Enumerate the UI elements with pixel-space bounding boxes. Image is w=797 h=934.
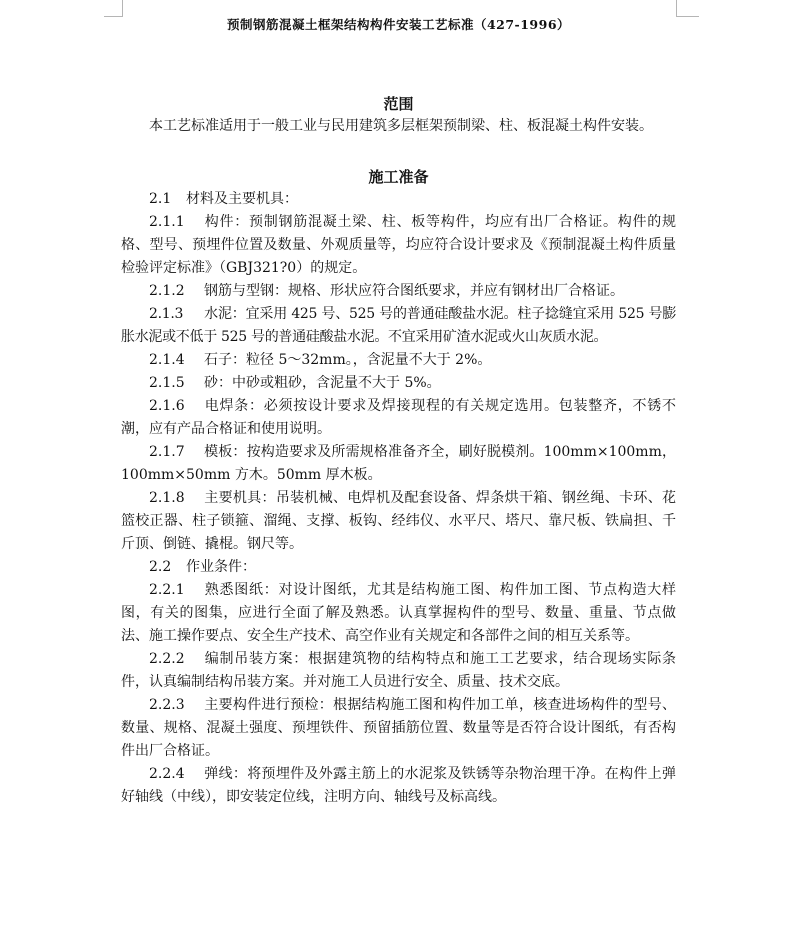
clause-number: 2.2.2 bbox=[149, 651, 185, 667]
paragraph-2-1-1: 2.1.1 构件：预制钢筋混凝土梁、柱、板等构件，均应有出厂合格证。构件的规格、型号、预埋件位置及数量、外观质量等，均应符合设计要求及《预制混凝土构件质量检验评定标准》（GBJ321?0）的规定。 bbox=[121, 211, 676, 280]
paragraph-scope: 本工艺标准适用于一般工业与民用建筑多层框架预制梁、柱、板混凝土构件安装。 bbox=[149, 118, 653, 134]
clause-number: 2.1.2 bbox=[149, 283, 185, 299]
paragraph-2-1-5: 2.1.5 砂：中砂或粗砂，含泥量不大于 5%。 bbox=[121, 372, 676, 395]
clause-number: 2.2 bbox=[149, 559, 172, 575]
paragraph-2-1-6: 2.1.6 电焊条：必须按设计要求及焊接现程的有关规定选用。包装整齐，不锈不潮，应有产品合格证和使用说明。 bbox=[121, 395, 676, 441]
clause-number: 2.2.3 bbox=[149, 697, 185, 713]
clause-number: 2.1.6 bbox=[149, 398, 185, 414]
paragraph-2-1-8: 2.1.8 主要机具：吊装机械、电焊机及配套设备、焊条烘干箱、钢丝绳、卡环、花篮校正器、柱子锁箍、溜绳、支撑、板钩、经纬仪、水平尺、塔尺、靠尺板、铁扁担、千斤顶、倒链、撬棍。钢尺等。 bbox=[121, 487, 676, 556]
paragraph-2-2-1: 2.2.1 熟悉图纸：对设计图纸，尤其是结构施工图、构件加工图、节点构造大样图，有关的图集，应进行全面了解及熟悉。认真掌握构件的型号、数量、重量、节点做法、施工操作要点、安全生产技术、高空作业有关规定和各部件之间的相互关系等。 bbox=[121, 579, 676, 648]
section-heading-preparation: 施工准备 bbox=[368, 168, 429, 186]
clause-number: 2.1.4 bbox=[149, 352, 185, 368]
clause-number: 2.1.5 bbox=[149, 375, 185, 391]
clause-number: 2.1 bbox=[149, 191, 172, 207]
document-body bbox=[121, 93, 676, 809]
section-heading-scope: 范围 bbox=[383, 95, 414, 113]
clause-number: 2.1.3 bbox=[149, 306, 184, 322]
clause-number: 2.1.1 bbox=[149, 214, 185, 230]
paragraph-2-1-4: 2.1.4 石子：粒径 5～32mm。，含泥量不大于 2%。 bbox=[121, 349, 676, 372]
paragraph-2-1-3: 2.1.3 水泥：宜采用 425 号、525 号的普通硅酸盐水泥。柱子捻缝宜采用 525 号膨胀水泥或不低于 525 号的普通硅酸盐水泥。不宜采用矿渣水泥或火山灰质水泥。 bbox=[121, 303, 676, 349]
paragraph-2-1: 2.1 材料及主要机具： bbox=[121, 188, 676, 211]
page-header-title: 预制钢筋混凝土框架结构构件安装工艺标准（427-1996） bbox=[226, 17, 571, 32]
clause-number: 2.2.4 bbox=[149, 766, 185, 782]
paragraph-2-1-7: 2.1.7 模板：按构造要求及所需规格准备齐全，刷好脱模剂。100mm×100mm，100mm×50mm 方木。50mm 厚木板。 bbox=[121, 441, 676, 487]
paragraph-2-2-4: 2.2.4 弹线：将预埋件及外露主筋上的水泥浆及铁锈等杂物治理干净。在构件上弹好轴线（中线），即安装定位线，注明方向、轴线号及标高线。 bbox=[121, 763, 676, 809]
clause-number: 2.2.1 bbox=[149, 582, 185, 598]
clause-number: 2.1.8 bbox=[149, 490, 185, 506]
paragraph-2-2-3: 2.2.3 主要构件进行预检：根据结构施工图和构件加工单，核查进场构件的型号、数量、规格、混凝土强度、预埋铁件、预留插筋位置、数量等是否符合设计图纸，有否构件出厂合格证。 bbox=[121, 694, 676, 763]
clause-number: 2.1.7 bbox=[149, 444, 185, 460]
paragraph-2-2: 2.2 作业条件： bbox=[121, 556, 676, 579]
paragraph-2-1-2: 2.1.2 钢筋与型钢：规格、形状应符合图纸要求，并应有钢材出厂合格证。 bbox=[121, 280, 676, 303]
paragraph-2-2-2: 2.2.2 编制吊装方案：根据建筑物的结构特点和施工工艺要求，结合现场实际条件，认真编制结构吊装方案。并对施工人员进行安全、质量、技术交底。 bbox=[121, 648, 676, 694]
